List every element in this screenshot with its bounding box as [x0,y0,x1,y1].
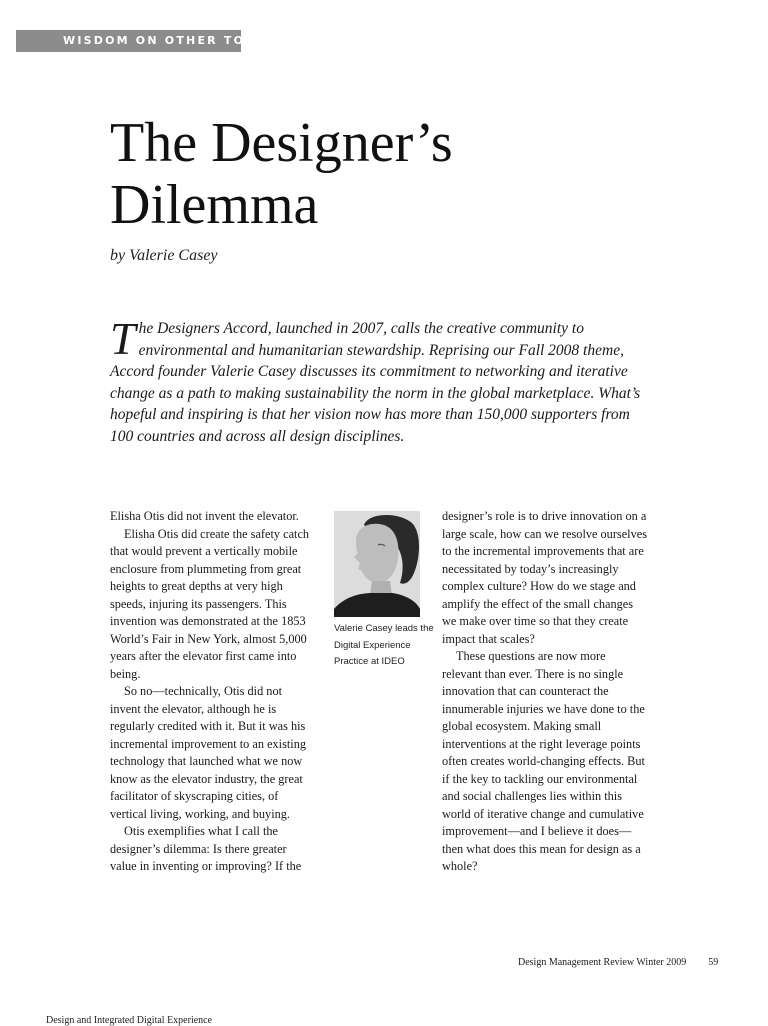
section-banner: WISDOM ON OTHER TOPICS [16,30,241,52]
paragraph: Elisha Otis did create the safety catch that would prevent a vertically mobile enclosure from plummeting from great heights to great depths at very high speeds, injuring its passengers. This invention was demonstrated at the 1853 World’s Fair in New York, almost 5,000 years after the elevator first came into being. [110,526,310,681]
deck-dropcap: T [110,313,136,364]
paragraph: designer’s role is to drive innovation on a large scale, how can we resolve ourselves to the incremental improvements that are necessitated by today’s increasingly complex culture? How do we stage and amplify the effect of the small changes we make over time so that they create impact that scales? [442,509,647,646]
page-number: 59 [708,957,719,968]
body-column-left [110,508,310,876]
author-photo [334,511,420,617]
deck-text: he Designers Accord, launched in 2007, calls the creative community to environmental and humanitarian stewardship. Reprising our Fall 2008 theme, Accord founder Valerie Casey discusses its commitment to networking and iterative change as a path to making sustainability the norm in the global marketplace. What’s hopeful and inspiring is that her vision now has more than 150,000 supporters from 100 countries and across all design disciplines. [110,320,641,445]
photo-caption: Valerie Casey leads the Digital Experience Practice at IDEO [334,623,434,667]
journal-name: Design Management Review Winter 2009 [518,957,687,968]
article-title: The Designer’s Dilemma [110,112,453,236]
paragraph: These questions are now more relevant than ever. There is no single innovation that can counteract the innumerable injuries we have done to the global ecosystem. Making small interventions at the right leverage points often creates world-changing effects. But if the key to tackling our environmental and social challenges lies within this world of iterative change and cumulative improvement—and I believe it does—then what does this mean for design as a whole? [442,649,645,873]
paragraph: Otis exemplifies what I call the designer’s dilemma: Is there greater value in inventing or improving? If the [110,824,302,873]
paragraph: Elisha Otis did not invent the elevator. [110,509,299,523]
paragraph: So no—technically, Otis did not invent the elevator, although he is regularly credited with it. But it was his incremental improvement to an existing technology that launched what we now know as the elevator industry, the great facilitator of skyscraping cities, of vertical living, working, and buying. [110,684,307,821]
body-column-right [442,508,647,876]
article-deck [110,313,655,447]
cut-off-footer-text: Design and Integrated Digital Experience [46,1015,213,1026]
byline: by Valerie Casey [110,247,218,264]
page-footer [518,957,718,968]
